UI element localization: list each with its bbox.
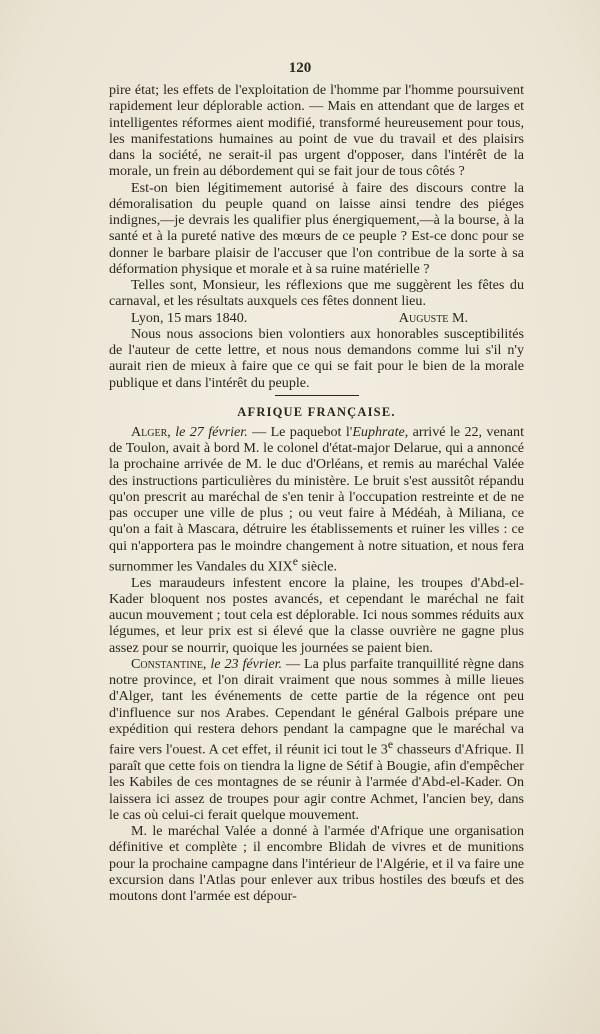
alger-text-before: — Le paquebot l': [247, 423, 353, 440]
ordinal-suffix: e: [387, 738, 394, 752]
editor-note: Nous nous associons bien volontiers aux honorables susceptibilités de l'auteur de cette lettre, et nous nous demandons comme lui s'il n'y aurait rien de mieux à faire que ce qui se fait pour le bien de la morale publique et dans l'intérêt du peuple.: [109, 325, 524, 391]
century-numeral: XIX: [267, 558, 293, 575]
text-column: [109, 82, 524, 904]
century-suffix: e: [292, 554, 298, 568]
constantine-text-a: — La plus parfaite tranquillité règne dans notre province, et l'on dirait vraiment que nous sommes à mille lieues d'Alger, tant les événements de cette partie de la régence ont peu d'influence sur nos Arabes. Cependant le général Galbois prépare une expédition qui restera dehors pendant la campagne que le maréchal va faire vers l'ouest. A cet effet, il réunit ici tout le 3: [109, 655, 524, 758]
alger-text-end: siècle.: [297, 558, 338, 575]
paragraph-maraudeurs: Les maraudeurs infestent encore la plaine, les troupes d'Abd-el-Kader bloquent nos postes avancés, et cependant le maréchal ne fait aucun mouvement ; tout cela est déplorable. Ici nous sommes réduits aux légumes, et leur prix est si élevé que la classe ouvrière ne gagne plus assez pour se nourrir, quoique les journées se paient bien.: [109, 574, 524, 656]
ship-name: Euphrate: [352, 423, 405, 440]
paragraph-reflexions: Telles sont, Monsieur, les réflexions que me suggèrent les fêtes du carnaval, et les résultats auxquels ces fêtes donnent lieu.: [109, 277, 524, 310]
paragraph-constantine: [109, 656, 524, 823]
paragraph-alger: [109, 424, 524, 575]
paragraph-demoralisation: Est-on bien légitimement autorisé à faire des discours contre la démoralisation du peuple quand on laisse ainsi tendre des piéges indignes,—je devrais les qualifier plus énergiquement,—à la bourse, à la santé et à la pureté native des mœurs de ce peuple ? Est-ce donc pour se donner le barbare plaisir de l'accuser que l'on contribue de la sorte à sa déformation physique et morale et à sa ruine matérielle ?: [109, 179, 524, 277]
constantine-text-b: chasseurs d'Afrique. Il paraît que cette fois on tiendra la ligne de Sétif à Bougie, afin d'empêcher les Kabiles de ces montagnes de se réunir à l'armée d'Abd-el-Kader. On laissera ici assez de troupes pour agir contre Achmet, l'ancien bey, dans le cas où celui-ci ferait quelque mouvement.: [109, 741, 524, 823]
signature-author: Auguste M.: [398, 309, 468, 326]
signature-place-date: Lyon, 15 mars 1840.: [131, 309, 248, 326]
dateline-place: Constantine,: [131, 655, 207, 672]
dateline-date: le 23 février.: [210, 655, 283, 672]
dateline-place: Alger,: [131, 423, 171, 440]
section-divider: [275, 395, 359, 396]
section-title: AFRIQUE FRANÇAISE.: [237, 404, 396, 419]
dateline-date: le 27 février.: [175, 423, 248, 440]
letter-signature: [109, 310, 524, 326]
paragraph-continued: pire état; les effets de l'exploitation de l'homme par l'homme poursuivent rapidement leur déplorable action. — Mais en attendant que de larges et intelligentes réformes aient modifié, transformé heureusement pour tous, les manifestations humaines au point de vue du travail et des plaisirs dans la société, ne serait-il pas urgent d'opposer, dans l'intérêt de la morale, un frein au débordement qui se fait jour de tous côtés ?: [109, 82, 524, 180]
paragraph-valee: M. le maréchal Valée a donné à l'armée d'Afrique une organisation définitive et complète ; il encombre Blidah de vivres et de munitions pour la prochaine campagne dans l'intérieur de l'Algérie, et il va faire une excursion dans l'Atlas pour enlever aux tribus hostiles des bœufs et des moutons dont l'armée est dépour-: [109, 823, 524, 905]
alger-text-after: , arrivé le 22, venant de Toulon, avait à bord M. le colonel d'état-major Delarue, qui a annoncé la prochaine arrivée de M. le duc d'Orléans, et remis au maréchal Valée des instructions particulières du ministère. Le bruit s'est aussitôt répandu qu'on prescrit au maréchal de s'en tenir à l'occupation restreinte et de ne pas occuper une ville de plus ; ou veut faire à Médéah, à Miliana, ce qu'on a fait à Mascara, détruire les établissements et ruiner les villes : ce qui n'apportera pas le moindre changement à notre situation, et nous fera surnommer les Vandales du: [109, 423, 524, 575]
page-number: 120: [288, 60, 312, 76]
